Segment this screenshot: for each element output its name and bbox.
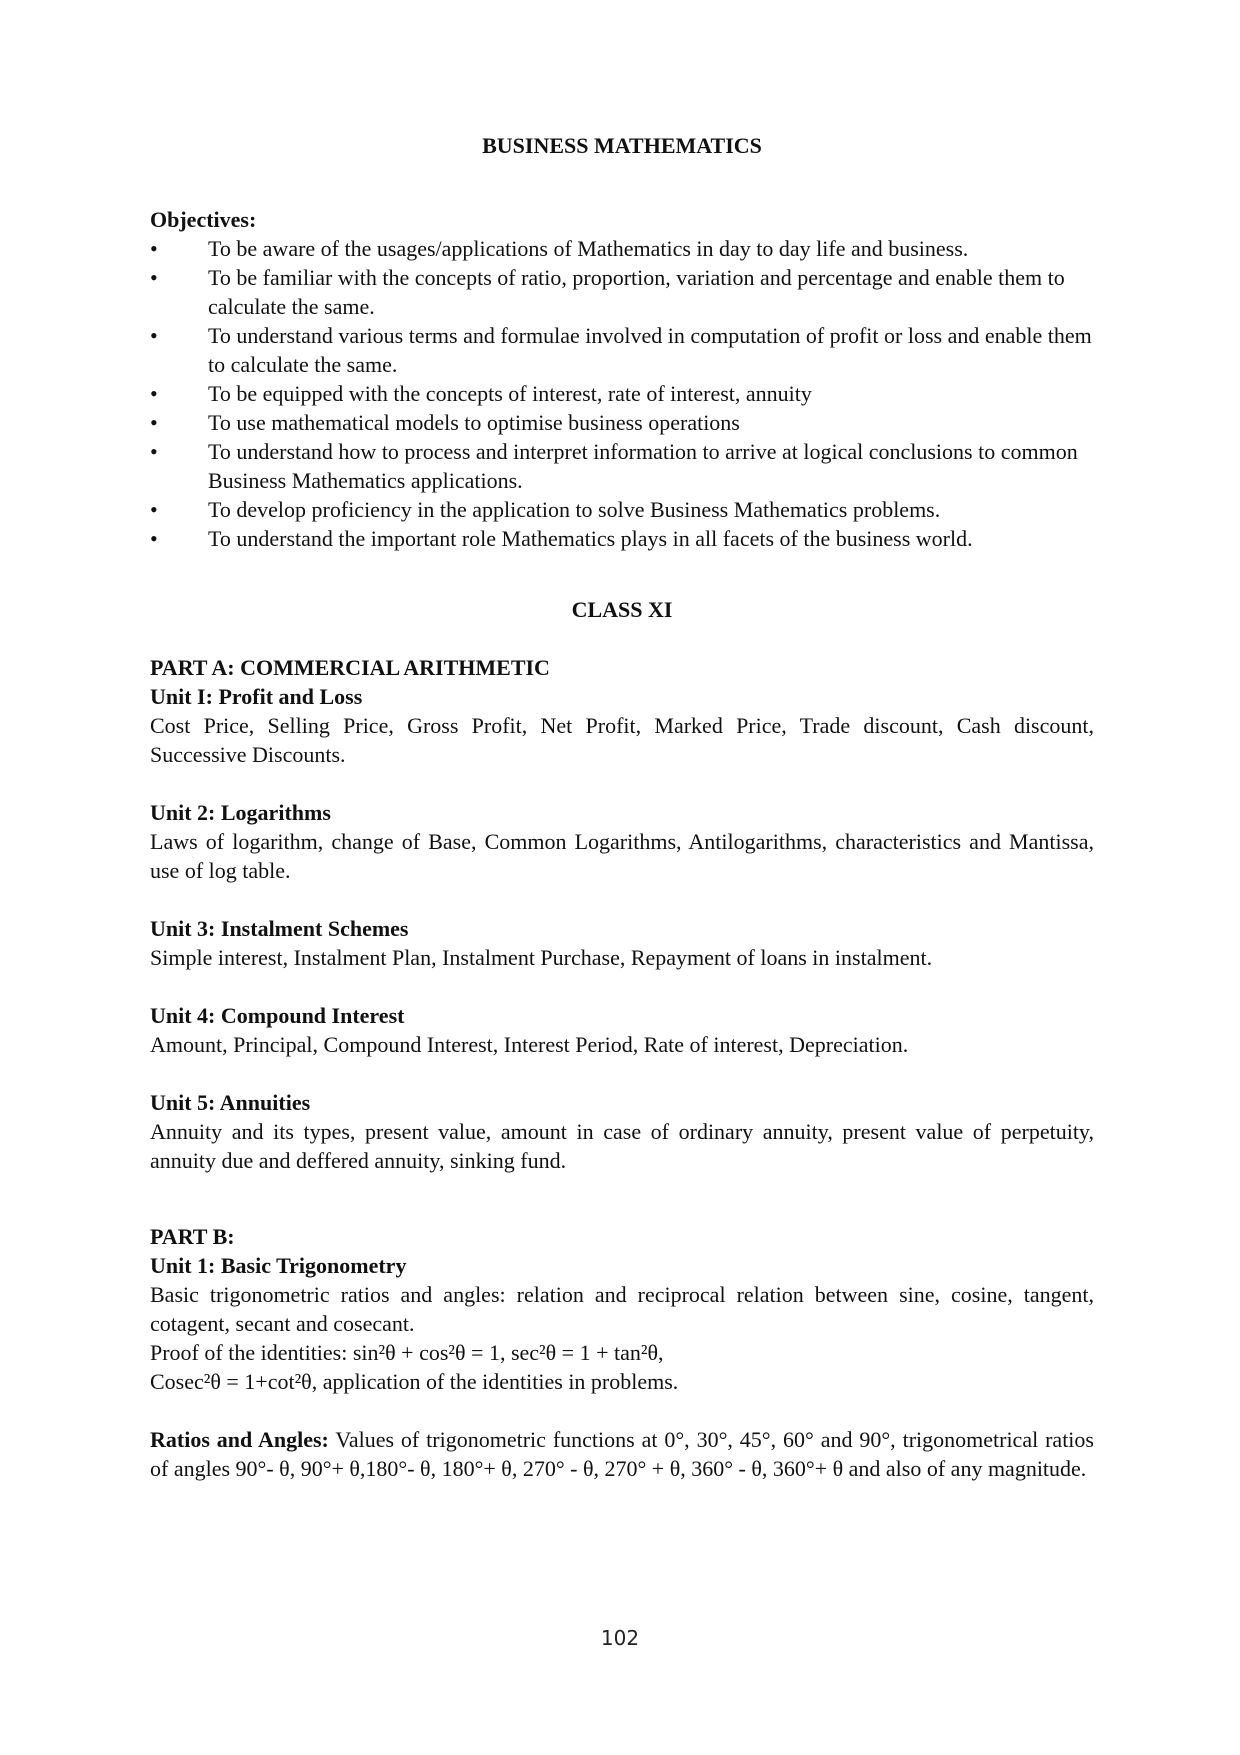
unit-body: Simple interest, Instalment Plan, Instalment Purchase, Repayment of loans in instalment. <box>150 945 933 970</box>
class-heading: CLASS XI <box>571 597 673 622</box>
unit-body: Basic trigonometric ratios and angles: relation and reciprocal relation between sine, cosine, tangent, cotagent, secant and cosecant. <box>150 1282 1094 1336</box>
part-a-section <box>150 653 1094 1175</box>
unit-body: Laws of logarithm, change of Base, Common Logarithms, Antilogarithms, characteristics and Mantissa, use of log table. <box>150 829 1094 883</box>
objective-item: • To understand various terms and formulae involved in computation of profit or loss and enable them to calculate the same. <box>150 323 1092 377</box>
unit-title: Unit 3: Instalment Schemes <box>150 916 409 941</box>
page-number: 102 <box>600 1626 640 1650</box>
objective-item: • To develop proficiency in the application to solve Business Mathematics problems. <box>150 497 941 522</box>
objective-item: • To understand how to process and interpret information to arrive at logical conclusions to common Business Mathematics applications. <box>150 439 1078 493</box>
bullet-icon: • <box>150 265 158 290</box>
bullet-icon: • <box>150 497 158 522</box>
unit-title: Unit 4: Compound Interest <box>150 1003 405 1028</box>
bullet-icon: • <box>150 323 158 348</box>
bullet-icon: • <box>150 236 158 261</box>
unit-body: Amount, Principal, Compound Interest, Interest Period, Rate of interest, Depreciation. <box>150 1032 909 1057</box>
identities-line: Proof of the identities: sin²θ + cos²θ = 1, sec²θ = 1 + tan²θ, <box>150 1340 664 1365</box>
unit-title: Unit 5: Annuities <box>150 1090 311 1115</box>
unit-title: Unit 1: Basic Trigonometry <box>150 1253 407 1278</box>
bullet-icon: • <box>150 381 158 406</box>
unit-title: Unit I: Profit and Loss <box>150 684 363 709</box>
unit-body: Annuity and its types, present value, amount in case of ordinary annuity, present value of perpetuity, annuity due and deffered annuity, sinking fund. <box>150 1119 1094 1173</box>
ratios-label: Ratios and Angles: <box>150 1427 329 1452</box>
objective-item: • To be familiar with the concepts of ratio, proportion, variation and percentage and enable them to calculate the same. <box>150 265 1065 319</box>
objective-item: • To be equipped with the concepts of interest, rate of interest, annuity <box>150 381 812 406</box>
part-b-heading: PART B: <box>150 1224 235 1249</box>
bullet-icon: • <box>150 526 158 551</box>
bullet-icon: • <box>150 410 158 435</box>
ratios-body: Values of trigonometric functions at 0°, 30°, 45°, 60° and 90°, trigonometrical ratios of angles 90°- θ, 90°+ θ,180°- θ, 180°+ θ, 270° - θ, 270° + θ, 360° - θ, 360°+ θ and also of any magnitude. <box>150 1427 1094 1481</box>
identities-line: Cosec²θ = 1+cot²θ, application of the identities in problems. <box>150 1369 679 1394</box>
document-title: BUSINESS MATHEMATICS <box>482 133 762 158</box>
ratios-paragraph <box>150 1425 1094 1483</box>
objective-item: • To use mathematical models to optimise business operations <box>150 410 740 435</box>
objective-item: • To be aware of the usages/applications of Mathematics in day to day life and business. <box>150 236 969 261</box>
objectives-heading: Objectives: <box>150 207 257 232</box>
part-b-section <box>150 1222 1094 1483</box>
part-a-heading: PART A: COMMERCIAL ARITHMETIC <box>150 655 550 680</box>
objectives-list <box>150 234 1094 553</box>
unit-title: Unit 2: Logarithms <box>150 800 331 825</box>
objective-item: • To understand the important role Mathematics plays in all facets of the business world. <box>150 526 973 551</box>
unit-body: Cost Price, Selling Price, Gross Profit, Net Profit, Marked Price, Trade discount, Cash discount, Successive Discounts. <box>150 713 1094 767</box>
bullet-icon: • <box>150 439 158 464</box>
